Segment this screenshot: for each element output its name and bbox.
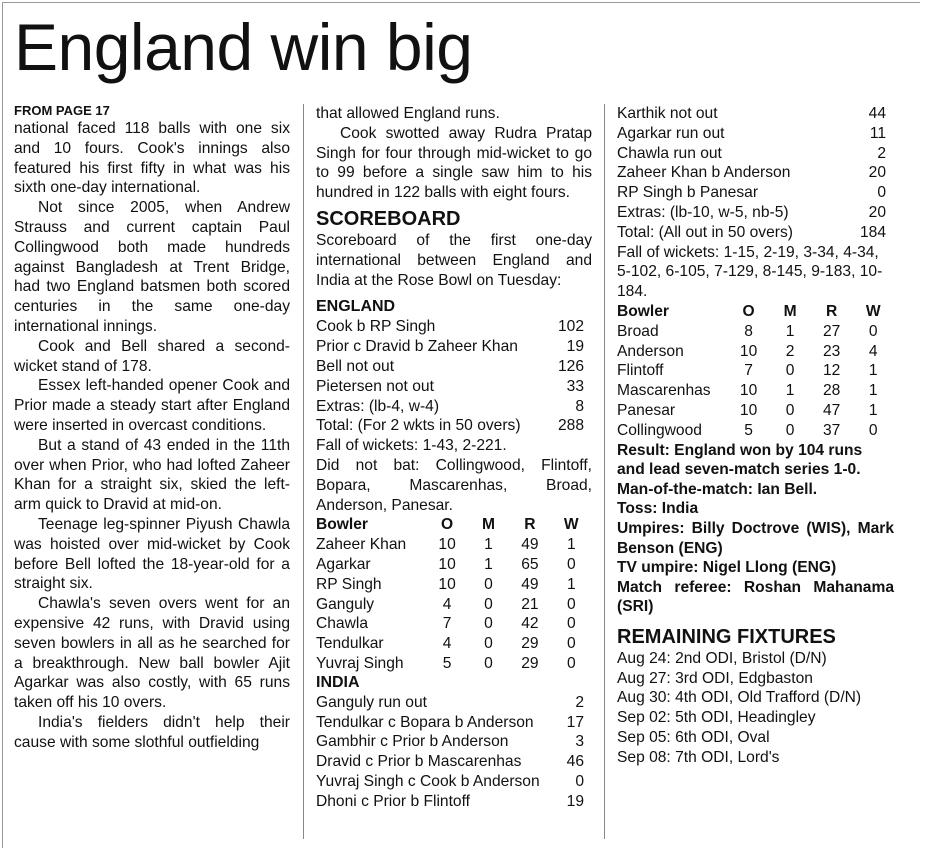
match-referee: Match referee: Roshan Mahanama (SRI) bbox=[617, 578, 894, 616]
did-not-bat: Did not bat: Collingwood, Flintoff, Bopara, Mascarenhas, Broad, Anderson, Panesar. bbox=[316, 456, 592, 514]
bowling-row bbox=[316, 654, 592, 674]
overs: 5 bbox=[442, 654, 452, 672]
runs: 42 bbox=[521, 615, 539, 633]
overs: 10 bbox=[739, 382, 758, 400]
india-bowling-table bbox=[617, 302, 894, 441]
batting-row bbox=[316, 693, 592, 713]
batting-row bbox=[316, 713, 592, 733]
batsman: Ganguly run out bbox=[316, 693, 427, 711]
batsman: Cook b RP Singh bbox=[316, 318, 436, 336]
batsman: RP Singh b Panesar bbox=[617, 184, 759, 202]
paragraph: India's fielders didn't help their cause with some slothful outfielding bbox=[14, 713, 290, 751]
maidens: 0 bbox=[785, 401, 795, 419]
batsman: Chawla run out bbox=[617, 144, 722, 162]
runs: 19 bbox=[566, 338, 584, 356]
bowler: RP Singh bbox=[316, 575, 382, 593]
overs: 10 bbox=[739, 342, 758, 360]
batting-row bbox=[316, 732, 592, 752]
batting-row bbox=[316, 397, 592, 417]
bowling-row bbox=[316, 595, 592, 615]
batting-row bbox=[617, 104, 894, 124]
maidens: 1 bbox=[785, 322, 795, 340]
batsman: Zaheer Khan b Anderson bbox=[617, 164, 791, 182]
wickets: 4 bbox=[868, 342, 878, 360]
col-header: R bbox=[524, 516, 536, 534]
runs: 21 bbox=[521, 595, 539, 613]
headline: England win big bbox=[14, 10, 473, 84]
maidens: 2 bbox=[785, 342, 795, 360]
overs: 10 bbox=[739, 401, 758, 419]
overs: 7 bbox=[744, 362, 753, 380]
batting-row bbox=[617, 183, 894, 203]
runs: 65 bbox=[521, 555, 539, 573]
maidens: 0 bbox=[785, 421, 795, 439]
fixtures-heading: REMAINING FIXTURES bbox=[617, 625, 836, 648]
overs: 7 bbox=[442, 615, 452, 633]
wickets: 1 bbox=[868, 362, 878, 380]
runs: 3 bbox=[575, 733, 584, 751]
batting-row bbox=[316, 317, 592, 337]
fall-of-wickets: Fall of wickets: 1-43, 2-221. bbox=[316, 437, 507, 455]
runs: 49 bbox=[521, 575, 539, 593]
bowler: Collingwood bbox=[617, 421, 702, 439]
article-column-2 bbox=[316, 104, 592, 812]
runs: 33 bbox=[566, 377, 584, 395]
batting-row bbox=[316, 752, 592, 772]
runs: 126 bbox=[557, 357, 584, 375]
col-header: Bowler bbox=[617, 302, 669, 320]
wickets: 1 bbox=[566, 575, 576, 593]
paragraph: Cook swotted away Rudra Pratap Singh for four through mid-wicket to go to 99 before a single saw him to his hundred in 122 balls with eight fours. bbox=[316, 124, 592, 202]
maidens: 0 bbox=[484, 615, 493, 633]
batsman: Dhoni c Prior b Flintoff bbox=[316, 792, 470, 810]
maidens: 1 bbox=[484, 555, 493, 573]
col-header: Bowler bbox=[316, 516, 368, 534]
paragraph: that allowed England runs. bbox=[316, 105, 500, 122]
bowler: Broad bbox=[617, 322, 659, 340]
bowler: Anderson bbox=[617, 342, 684, 360]
paragraph: Chawla's seven overs went for an expensive 42 runs, with Dravid using seven bowlers in all as he searched for a breakthrough. New ball bowler Ajit Agarkar was also costly, with 65 runs taken off his 10 overs. bbox=[14, 595, 290, 712]
runs: 20 bbox=[868, 164, 886, 182]
fixture-item: Sep 02: 5th ODI, Headingley bbox=[617, 709, 816, 727]
toss: Toss: India bbox=[617, 500, 699, 518]
bowler: Agarkar bbox=[316, 555, 371, 573]
scoreboard-intro: Scoreboard of the first one-day international between England and India at the Rose Bowl on Tuesday: bbox=[316, 231, 592, 289]
wickets: 0 bbox=[566, 615, 576, 633]
batsman: Gambhir c Prior b Anderson bbox=[316, 733, 509, 751]
batsman: Yuvraj Singh c Cook b Anderson bbox=[316, 772, 540, 790]
bowler: Chawla bbox=[316, 615, 369, 633]
fixture-item: Sep 08: 7th ODI, Lord's bbox=[617, 748, 780, 766]
overs: 4 bbox=[442, 595, 452, 613]
fixture-item: Aug 24: 2nd ODI, Bristol (D/N) bbox=[617, 649, 827, 667]
bowling-row bbox=[617, 322, 894, 342]
man-of-the-match: Man-of-the-match: Ian Bell. bbox=[617, 480, 818, 498]
bowler: Yuvraj Singh bbox=[316, 654, 404, 672]
india-batting-part-2 bbox=[617, 104, 894, 243]
batsman: Total: (All out in 50 overs) bbox=[617, 223, 793, 241]
runs: 29 bbox=[521, 654, 539, 672]
runs: 19 bbox=[566, 792, 584, 810]
batting-row bbox=[316, 416, 592, 436]
bowler: Tendulkar bbox=[316, 635, 384, 653]
col-header: O bbox=[742, 302, 755, 320]
batting-row bbox=[316, 357, 592, 377]
bowling-row bbox=[316, 634, 592, 654]
england-bowling-table bbox=[316, 515, 592, 673]
runs: 288 bbox=[557, 417, 584, 435]
paragraph: But a stand of 43 ended in the 11th over when Prior, who had lofted Zaheer Khan for a straight six, skied the left-arm quick to Dravid at mid-on. bbox=[14, 436, 290, 514]
runs: 2 bbox=[877, 144, 886, 162]
team-name-england: ENGLAND bbox=[316, 298, 396, 316]
runs: 37 bbox=[822, 421, 841, 439]
overs: 10 bbox=[438, 555, 456, 573]
bowling-row bbox=[316, 535, 592, 555]
runs: 49 bbox=[521, 536, 539, 554]
kicker: FROM PAGE 17 bbox=[14, 103, 110, 118]
bowler: Flintoff bbox=[617, 362, 664, 380]
wickets: 1 bbox=[868, 382, 878, 400]
runs: 20 bbox=[868, 203, 886, 221]
col-header: R bbox=[826, 302, 838, 320]
runs: 0 bbox=[877, 184, 886, 202]
batsman: Dravid c Prior b Mascarenhas bbox=[316, 753, 522, 771]
col-header: W bbox=[563, 516, 579, 534]
batsman: Extras: (lb-10, w-5, nb-5) bbox=[617, 203, 789, 221]
batting-row bbox=[617, 163, 894, 183]
paragraph: Teenage leg-spinner Piyush Chawla was hoisted over mid-wicket by Cook before Bell lofted the 18-year-old for a straight six. bbox=[14, 515, 290, 593]
bowling-header-row bbox=[316, 515, 592, 535]
runs: 28 bbox=[822, 382, 841, 400]
batting-row bbox=[316, 772, 592, 792]
bowler: Ganguly bbox=[316, 595, 375, 613]
bowling-row bbox=[617, 361, 894, 381]
india-batting-part-1 bbox=[316, 693, 592, 812]
wickets: 0 bbox=[868, 322, 878, 340]
batting-row bbox=[617, 124, 894, 144]
scoreboard-heading: SCOREBOARD bbox=[316, 207, 461, 230]
batting-row bbox=[617, 203, 894, 223]
wickets: 0 bbox=[868, 421, 878, 439]
bowling-row bbox=[617, 342, 894, 362]
wickets: 0 bbox=[566, 555, 576, 573]
paragraph: Cook and Bell shared a second-wicket stand of 178. bbox=[14, 337, 290, 375]
overs: 10 bbox=[438, 575, 456, 593]
fixture-item: Sep 05: 6th ODI, Oval bbox=[617, 729, 770, 747]
overs: 10 bbox=[438, 536, 456, 554]
runs: 2 bbox=[575, 693, 584, 711]
tv-umpire: TV umpire: Nigel Llong (ENG) bbox=[617, 559, 837, 577]
wickets: 0 bbox=[566, 635, 576, 653]
bowling-row bbox=[617, 421, 894, 441]
col-header: O bbox=[441, 516, 454, 534]
wickets: 1 bbox=[868, 401, 878, 419]
wickets: 0 bbox=[566, 654, 576, 672]
england-batting bbox=[316, 317, 592, 436]
column-divider bbox=[303, 104, 304, 839]
runs: 46 bbox=[566, 753, 584, 771]
wickets: 0 bbox=[566, 595, 576, 613]
umpires: Umpires: Billy Doctrove (WIS), Mark Benson (ENG) bbox=[617, 519, 894, 557]
runs: 29 bbox=[521, 635, 539, 653]
fixtures-list bbox=[617, 649, 894, 768]
batsman: Extras: (lb-4, w-4) bbox=[316, 397, 440, 415]
batsman: Agarkar run out bbox=[617, 124, 725, 142]
batsman: Tendulkar c Bopara b Anderson bbox=[316, 713, 534, 731]
runs: 184 bbox=[859, 223, 886, 241]
runs: 0 bbox=[575, 772, 584, 790]
maidens: 0 bbox=[484, 654, 493, 672]
paragraph: Not since 2005, when Andrew Strauss and current captain Paul Collingwood both made hundreds against Bangladesh at Trent Bridge, had two England batsmen both scored centuries in the same one-day international innings. bbox=[14, 199, 290, 335]
col-header: M bbox=[481, 516, 495, 534]
match-result: Result: England won by 104 runs and lead seven-match series 1-0. bbox=[617, 441, 863, 479]
runs: 12 bbox=[822, 362, 841, 380]
runs: 8 bbox=[575, 397, 584, 415]
column-divider bbox=[604, 104, 605, 839]
maidens: 1 bbox=[484, 536, 493, 554]
batting-row bbox=[316, 792, 592, 812]
runs: 102 bbox=[557, 318, 584, 336]
paragraph: Essex left-handed opener Cook and Prior made a steady start after England were inserted in overcast conditions. bbox=[14, 377, 290, 434]
batting-row bbox=[316, 377, 592, 397]
batsman: Prior c Dravid b Zaheer Khan bbox=[316, 338, 518, 356]
runs: 47 bbox=[822, 401, 841, 419]
runs: 23 bbox=[822, 342, 841, 360]
maidens: 0 bbox=[484, 635, 493, 653]
overs: 5 bbox=[744, 421, 753, 439]
team-name-india: INDIA bbox=[316, 673, 360, 691]
col-header: W bbox=[865, 302, 881, 320]
runs: 17 bbox=[566, 713, 584, 731]
maidens: 0 bbox=[785, 362, 795, 380]
paragraph: national faced 118 balls with one six and 10 fours. Cook's innings also featured his first fifty in what was his sixth one-day international. bbox=[14, 120, 290, 197]
batting-row bbox=[316, 337, 592, 357]
overs: 8 bbox=[744, 322, 753, 340]
overs: 4 bbox=[442, 635, 452, 653]
bowler: Zaheer Khan bbox=[316, 536, 407, 554]
bowling-row bbox=[316, 555, 592, 575]
bowling-row bbox=[316, 614, 592, 634]
maidens: 1 bbox=[785, 382, 795, 400]
wickets: 1 bbox=[566, 536, 576, 554]
col-header: M bbox=[783, 302, 797, 320]
runs: 27 bbox=[822, 322, 841, 340]
batsman: Bell not out bbox=[316, 357, 395, 375]
maidens: 0 bbox=[484, 575, 493, 593]
batting-row bbox=[617, 144, 894, 164]
article-column-1 bbox=[14, 104, 290, 753]
bowling-header-row bbox=[617, 302, 894, 322]
article-column-3 bbox=[617, 104, 894, 768]
fall-of-wickets: Fall of wickets: 1-15, 2-19, 3-34, 4-34, 5-102, 6-105, 7-129, 8-145, 9-183, 10-184. bbox=[617, 243, 883, 301]
batsman: Pietersen not out bbox=[316, 377, 434, 395]
fixture-item: Aug 30: 4th ODI, Old Trafford (D/N) bbox=[617, 689, 862, 707]
batsman: Karthik not out bbox=[617, 105, 718, 122]
batsman: Total: (For 2 wkts in 50 overs) bbox=[316, 417, 521, 435]
maidens: 0 bbox=[484, 595, 493, 613]
bowling-row bbox=[316, 575, 592, 595]
bowler: Panesar bbox=[617, 401, 676, 419]
bowling-row bbox=[617, 401, 894, 421]
bowling-row bbox=[617, 381, 894, 401]
batting-row bbox=[617, 223, 894, 243]
bowler: Mascarenhas bbox=[617, 382, 711, 400]
fixture-item: Aug 27: 3rd ODI, Edgbaston bbox=[617, 669, 813, 687]
runs: 11 bbox=[869, 124, 886, 142]
runs: 44 bbox=[868, 105, 886, 122]
